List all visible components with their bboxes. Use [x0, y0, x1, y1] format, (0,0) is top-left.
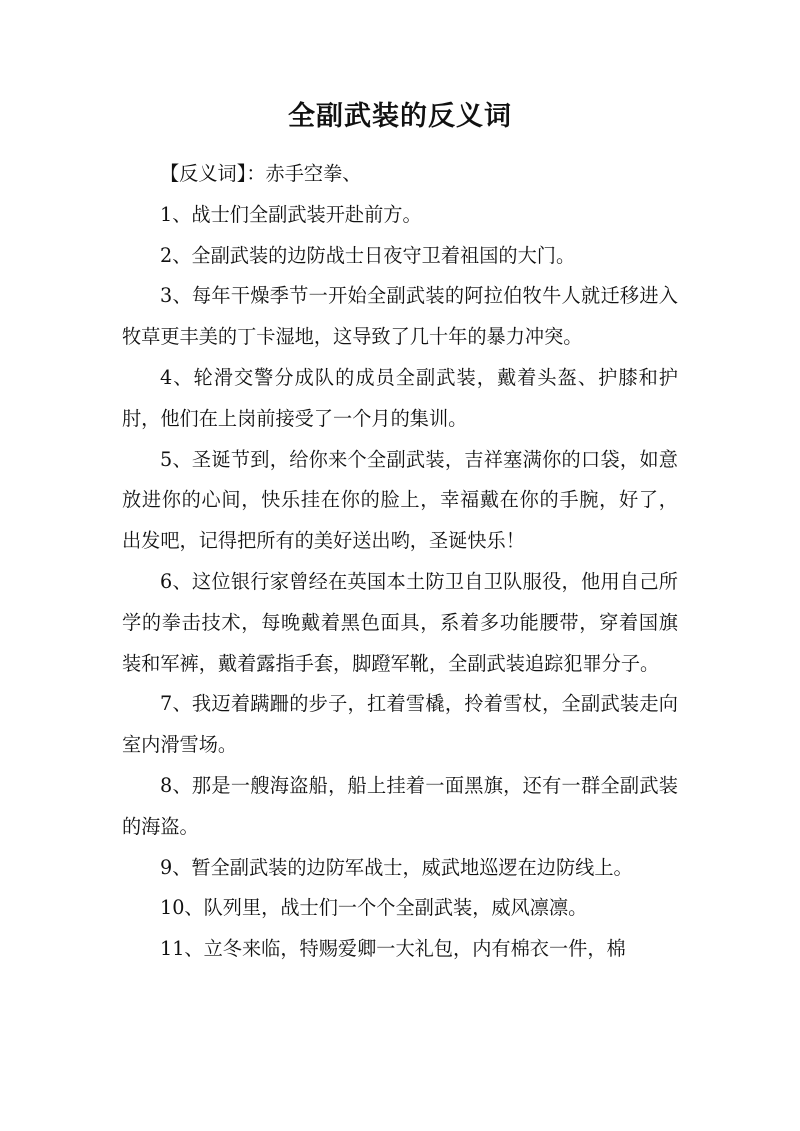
- example-sentence-7: 7、我迈着蹒跚的步子，扛着雪橇，拎着雪杖，全副武装走向室内滑雪场。: [122, 692, 678, 757]
- document-body: [122, 154, 678, 970]
- example-sentence-3: 3、每年干燥季节一开始全副武装的阿拉伯牧牛人就迁移进入牧草更丰美的丁卡湿地，这导致了几十年的暴力冲突。: [122, 284, 678, 349]
- example-sentence-10: 10、队列里，战士们一个个全副武装，威风凛凛。: [160, 896, 588, 920]
- example-sentence-11: 11、立冬来临，特赐爱卿一大礼包，内有棉衣一件，棉: [160, 937, 626, 961]
- example-sentence-2: 2、全副武装的边防战士日夜守卫着祖国的大门。: [160, 243, 576, 267]
- example-sentence-1: 1、战士们全副武装开赴前方。: [160, 202, 422, 226]
- document-title: 全副武装的反义词: [288, 101, 512, 132]
- example-sentence-8: 8、那是一艘海盗船，船上挂着一面黑旗，还有一群全副武装的海盗。: [122, 773, 678, 838]
- antonym-line: 【反义词】：赤手空拳、: [160, 162, 362, 185]
- example-sentence-4: 4、轮滑交警分成队的成员全副武装，戴着头盔、护膝和护肘，他们在上岗前接受了一个月的集训。: [122, 365, 678, 430]
- example-sentence-5: 5、圣诞节到，给你来个全副武装，吉祥塞满你的口袋，如意放进你的心间，快乐挂在你的脸上，幸福戴在你的手腕，好了，出发吧，记得把所有的美好送出哟，圣诞快乐！: [122, 447, 678, 553]
- example-sentence-9: 9、暂全副武装的边防军战士，威武地巡逻在边防线上。: [160, 855, 633, 879]
- example-sentence-6: 6、这位银行家曾经在英国本土防卫自卫队服役，他用自己所学的拳击技术，每晚戴着黑色面具，系着多功能腰带，穿着国旗装和军裤，戴着露指手套，脚蹬军靴，全副武装追踪犯罪分子。: [122, 569, 678, 675]
